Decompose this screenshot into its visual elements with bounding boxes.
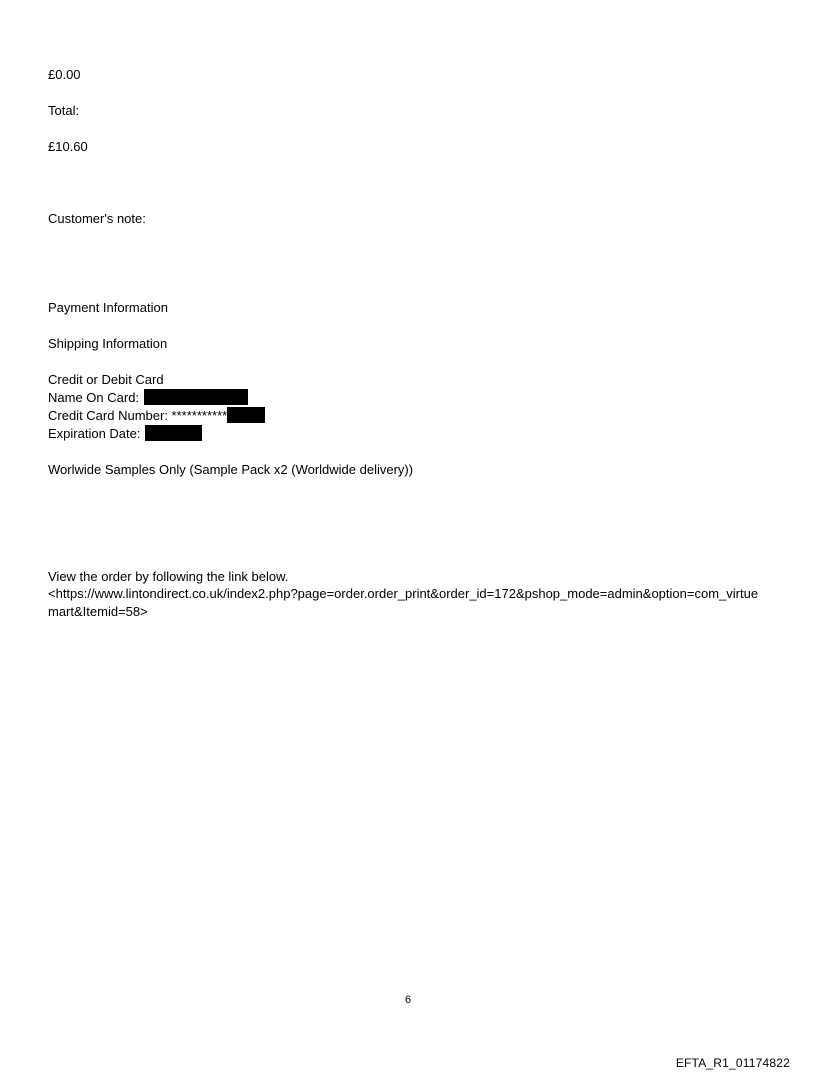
total-value: £10.60 — [48, 139, 88, 154]
view-order-text: View the order by following the link below. — [48, 569, 289, 584]
name-on-card-label: Name On Card: — [48, 390, 140, 405]
payment-method: Credit or Debit Card — [48, 372, 164, 387]
expiration-label: Expiration Date: — [48, 426, 141, 441]
page-number: 6 — [404, 994, 412, 1006]
redaction-box — [144, 389, 248, 405]
shipping-method: Worlwide Samples Only (Sample Pack x2 (Worldwide delivery)) — [48, 462, 414, 477]
customer-note-label: Customer's note: — [48, 211, 146, 226]
amount-line: £0.00 — [48, 67, 81, 82]
payment-info-heading: Payment Information — [48, 300, 168, 315]
card-number-row — [48, 407, 265, 425]
shipping-info-heading: Shipping Information — [48, 336, 168, 351]
card-number-label: Credit Card Number: *********** — [48, 408, 228, 423]
redaction-box — [145, 425, 202, 441]
name-on-card-row — [48, 389, 248, 407]
redaction-box — [227, 407, 265, 423]
expiration-row — [48, 425, 202, 443]
total-label: Total: — [48, 103, 80, 118]
bates-number: EFTA_R1_01174822 — [675, 1056, 790, 1070]
order-link[interactable]: <https://www.lintondirect.co.uk/index2.php?page=order.order_print&order_id=172&pshop_mode=admin&option=com_virtuemart&Itemid=58> — [48, 586, 759, 619]
